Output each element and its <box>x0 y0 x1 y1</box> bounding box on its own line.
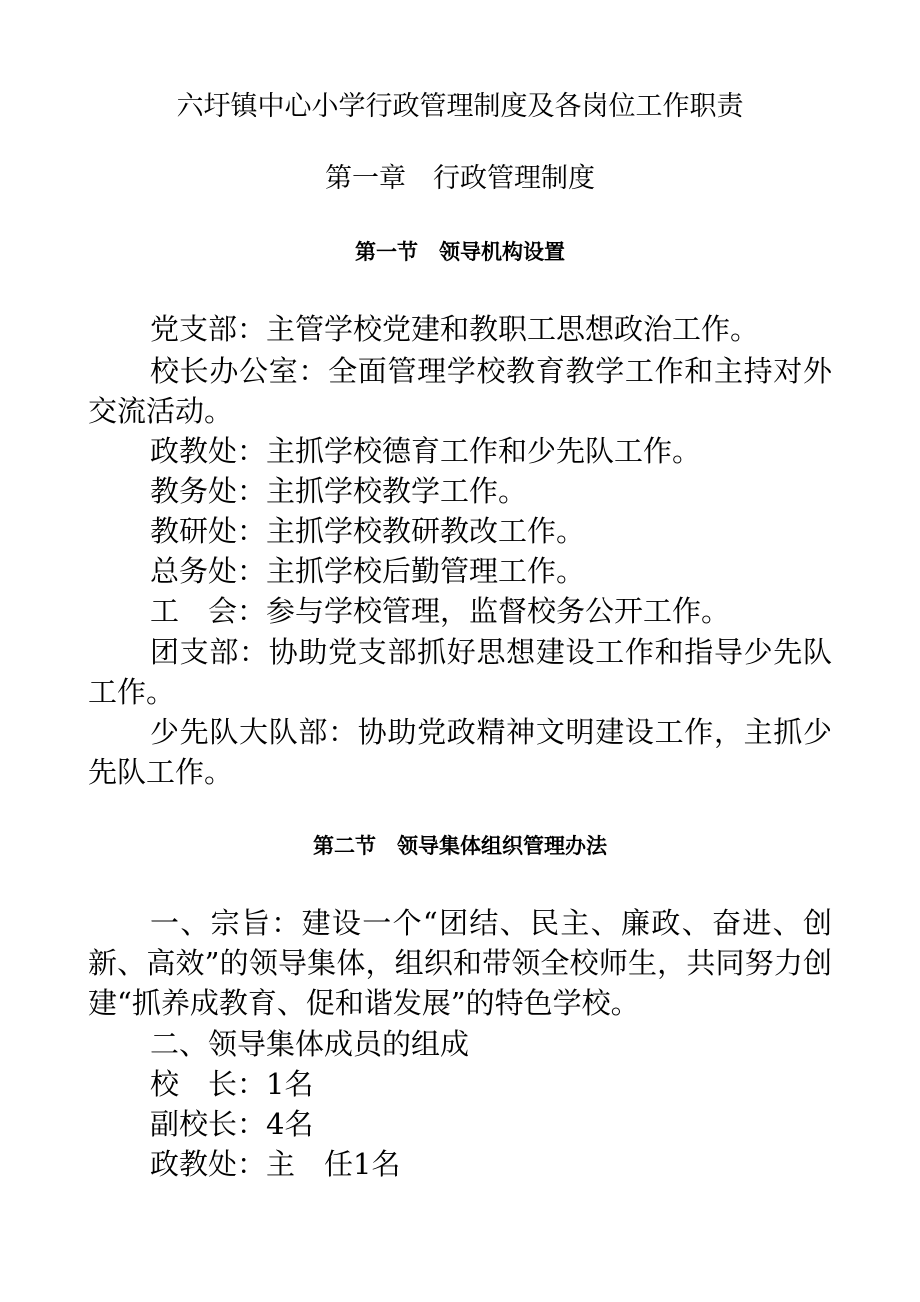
paragraph: 二、领导集体成员的组成 <box>150 1027 470 1061</box>
section-heading-1: 第一节 领导机构设置 <box>355 240 565 264</box>
paragraph: 教研处：主抓学校教研教改工作。 <box>150 514 586 548</box>
paragraph: 团支部：协助党支部抓好思想建设工作和指导少先队工作。 <box>88 635 832 709</box>
document-title: 六圩镇中心小学行政管理制度及各岗位工作职责 <box>176 91 744 122</box>
paragraph: 教务处：主抓学校教学工作。 <box>150 474 528 508</box>
section-heading-2: 第二节 领导集体组织管理办法 <box>313 834 607 858</box>
paragraph: 少先队大队部：协助党政精神文明建设工作，主抓少先队工作。 <box>88 715 832 789</box>
paragraph: 总务处：主抓学校后勤管理工作。 <box>150 554 586 588</box>
chapter-heading: 第一章 行政管理制度 <box>325 163 595 194</box>
paragraph: 校长办公室：全面管理学校教育教学工作和主持对外交流活动。 <box>88 354 832 428</box>
paragraph: 政教处：主抓学校德育工作和少先队工作。 <box>150 434 702 468</box>
paragraph: 副校长：4名 <box>150 1107 314 1141</box>
paragraph: 工 会：参与学校管理，监督校务公开工作。 <box>150 594 731 628</box>
paragraph: 政教处：主 任1名 <box>150 1147 401 1181</box>
paragraph: 一、宗旨：建设一个“团结、民主、廉政、奋进、创新、高效”的领导集体，组织和带领全校师生，共同努力创建“抓养成教育、促和谐发展”的特色学校。 <box>88 906 832 1020</box>
paragraph: 校 长：1名 <box>150 1067 314 1101</box>
paragraph: 党支部：主管学校党建和教职工思想政治工作。 <box>150 312 760 346</box>
